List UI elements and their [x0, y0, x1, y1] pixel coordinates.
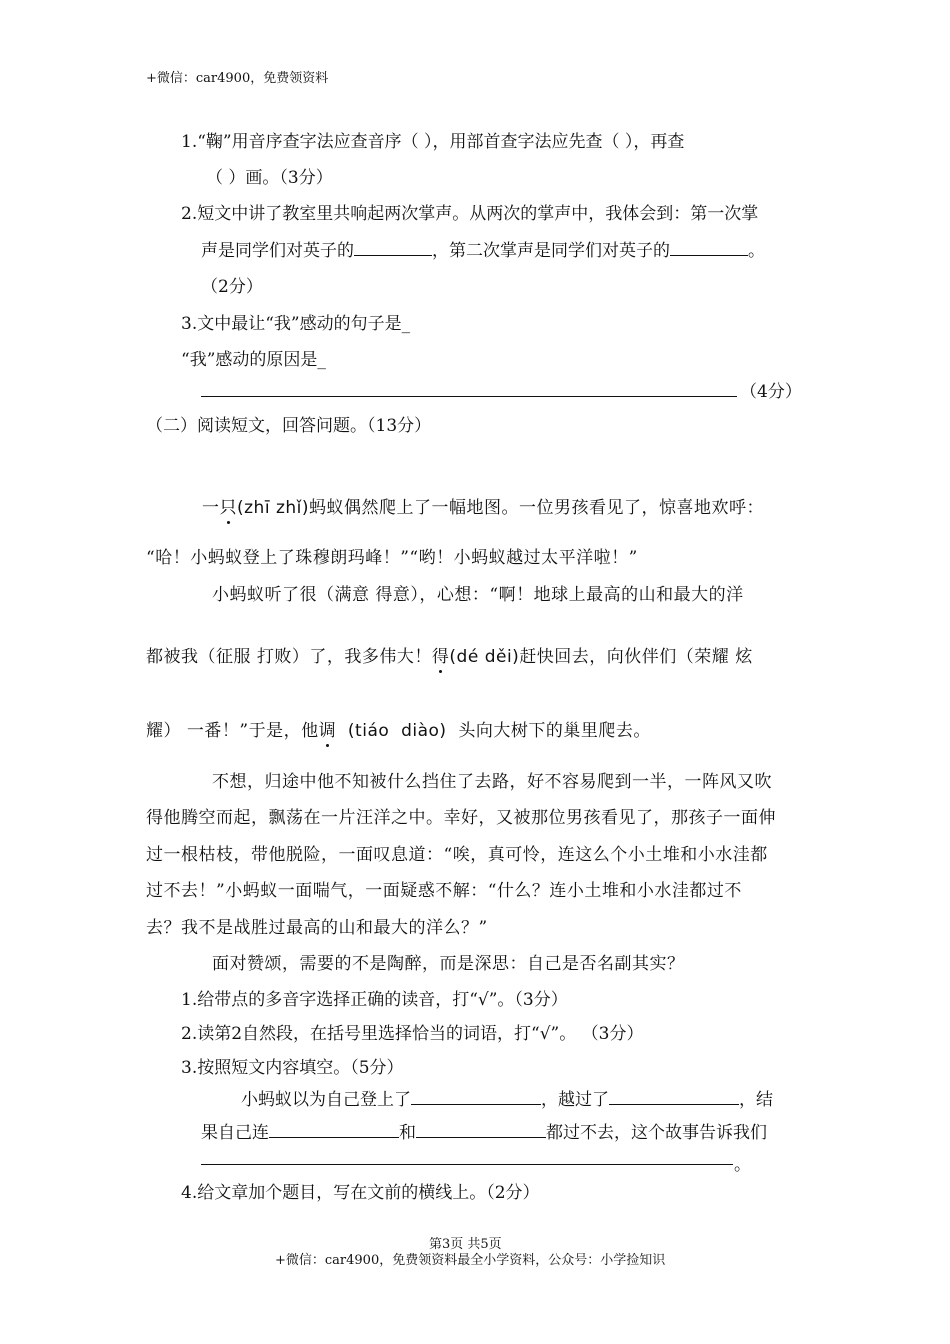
s2-question-3: 3.按照短文内容填空。（5分） [181, 1058, 404, 1078]
passage-para3-line1: 不想，归途中他不知被什么挡住了去路，好不容易爬到一半，一阵风又吹 [212, 772, 772, 792]
question-3-line1: 3.文中最让“我”感动的句子是_ [181, 314, 411, 334]
passage-para3-line4: 过不去！”小蚂蚁一面喘气，一面疑惑不解：“什么？连小土堆和小水洼都过不 [146, 881, 742, 901]
s2-question-3-line1 [241, 1085, 773, 1110]
q2-text-b: ，第二次掌声是同学们对英子的 [432, 241, 670, 261]
s2-question-1: 1.给带点的多音字选择正确的读音，打“√”。（3分） [181, 990, 568, 1010]
passage-para1-line2: “哈！小蚂蚁登上了珠穆朗玛峰！”“哟！小蚂蚁越过太平洋啦！” [146, 548, 638, 568]
text: ，越过了 [541, 1090, 609, 1110]
pinyin-options: (tiáo diào) [336, 721, 459, 741]
pinyin-options: (dé děi) [449, 647, 520, 667]
question-1-line2: （ ）画。（3分） [206, 168, 333, 188]
section-2-title: （二）阅读短文，回答问题。（13分） [146, 416, 432, 436]
dotted-char: 只 [219, 498, 237, 518]
s2-question-3-line2 [201, 1118, 767, 1143]
answer-blank[interactable] [416, 1136, 546, 1138]
question-3-line2: “我”感动的原因是_ [181, 350, 326, 370]
s2-question-3-end: 。 [734, 1155, 751, 1175]
text: 一 [202, 498, 220, 518]
passage-para2-line3 [146, 716, 651, 741]
passage-para1-line1 [202, 493, 764, 518]
text: 头向大树下的巢里爬去。 [458, 721, 651, 741]
text: 和 [399, 1123, 416, 1143]
text: 赶快回去，向伙伴们（荣耀 炫 [519, 647, 753, 667]
answer-blank[interactable] [609, 1103, 739, 1105]
text: 蚂蚁偶然爬上了一幅地图。一位男孩看见了，惊喜地欢呼： [309, 498, 765, 518]
answer-blank[interactable] [354, 254, 432, 256]
passage-para4: 面对赞颂，需要的不是陶醉，而是深思：自己是否名副其实？ [212, 954, 685, 974]
text: 果自己连 [201, 1123, 269, 1143]
question-2-line2 [201, 236, 765, 261]
s2-question-4: 4.给文章加个题目，写在文前的横线上。（2分） [181, 1183, 540, 1203]
question-2-score: （2分） [201, 277, 263, 297]
text: 都过不去，这个故事告诉我们 [546, 1123, 767, 1143]
dotted-char: 调 [318, 721, 337, 741]
s2-question-2: 2.读第2自然段，在括号里选择恰当的词语，打“√”。 （3分） [181, 1024, 644, 1044]
footer-watermark: +微信：car4900，免费领资料最全小学资料，公众号：小学捡知识 [275, 1253, 666, 1268]
text: 都被我（征服 打败）了，我多伟大！ [146, 647, 432, 667]
page-number: 第3页 共5页 [429, 1237, 502, 1252]
question-1-line1: 1.“鞠”用音序查字法应查音序（ ），用部首查字法应先查（ ），再查 [181, 132, 685, 152]
text: 小蚂蚁以为自己登上了 [241, 1090, 411, 1110]
question-3-answer-line[interactable] [201, 396, 737, 397]
passage-para2-line2 [146, 642, 753, 667]
header-watermark: +微信：car4900，免费领资料 [146, 71, 329, 86]
text: 耀） 一番！”于是，他 [146, 721, 319, 741]
s2-question-3-answer-line[interactable] [201, 1164, 733, 1165]
pinyin-options: (zhī zhǐ) [237, 498, 310, 518]
passage-para3-line5: 去？我不是战胜过最高的山和最大的洋么？” [146, 918, 488, 938]
answer-blank[interactable] [269, 1136, 399, 1138]
answer-blank[interactable] [411, 1103, 541, 1105]
dotted-char: 得 [431, 647, 450, 667]
q2-text-c: 。 [748, 241, 765, 261]
passage-para2-line1: 小蚂蚁听了很（满意 得意），心想：“啊！地球上最高的山和最大的洋 [212, 585, 744, 605]
q2-text-a: 声是同学们对英子的 [201, 241, 354, 261]
passage-para3-line2: 得他腾空而起，飘荡在一片汪洋之中。幸好，又被那位男孩看见了，那孩子一面伸 [146, 808, 776, 828]
question-2-line1: 2.短文中讲了教室里共响起两次掌声。从两次的掌声中，我体会到：第一次掌 [181, 204, 759, 224]
question-3-score: （4分） [740, 382, 802, 402]
text: ，结 [739, 1090, 773, 1110]
answer-blank[interactable] [670, 254, 748, 256]
passage-para3-line3: 过一根枯枝，带他脱险，一面叹息道：“唉，真可怜，连这么个小土堆和小水洼都 [146, 845, 768, 865]
